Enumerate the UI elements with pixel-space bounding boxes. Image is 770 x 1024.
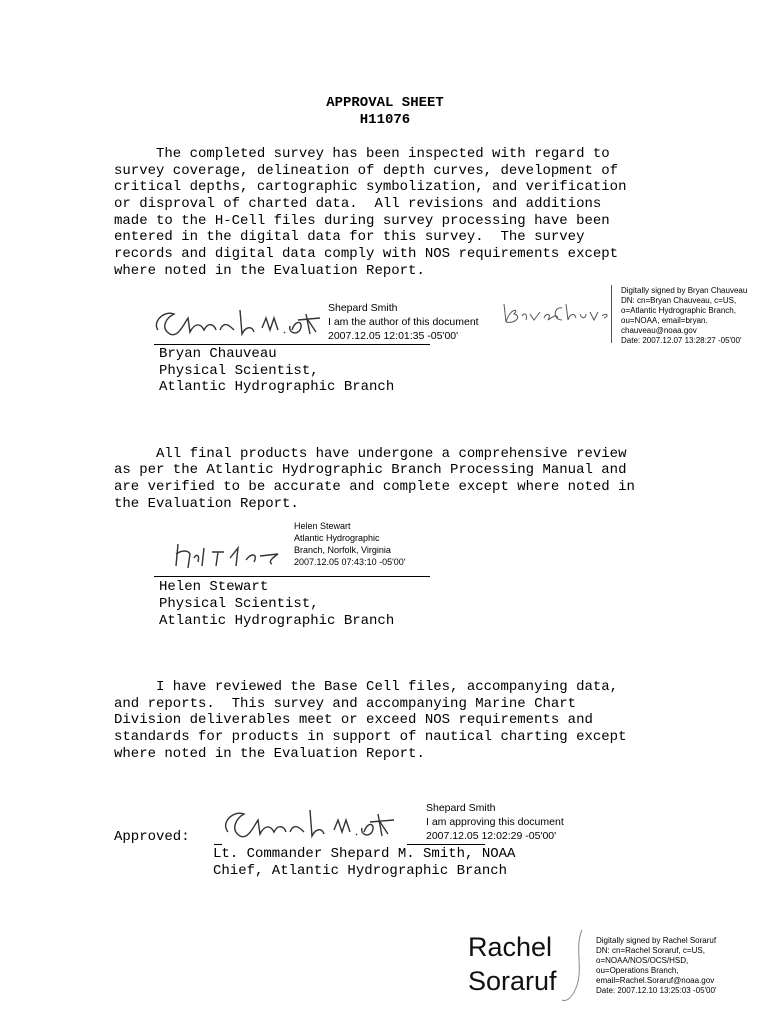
text-line: as per the Atlantic Hydrographic Branch Processing Manual and bbox=[114, 462, 627, 478]
stamp-line: I am approving this document bbox=[426, 816, 564, 828]
text-line: where noted in the Evaluation Report. bbox=[114, 746, 425, 762]
signer-name: Bryan Chauveau bbox=[159, 346, 277, 362]
text-line: I have reviewed the Base Cell files, accompanying data, bbox=[114, 679, 619, 695]
text-line: All final products have undergone a comprehensive review bbox=[114, 446, 627, 462]
stamp-line: 2007.12.05 12:01:35 -05'00' bbox=[328, 330, 459, 342]
text-line: made to the H-Cell files during survey processing have been bbox=[114, 213, 610, 229]
signer-title: Physical Scientist, bbox=[159, 363, 319, 379]
text-line: and reports. This survey and accompanying Marine Chart bbox=[114, 696, 577, 712]
shepard-smith-signature-2 bbox=[218, 800, 388, 846]
stamp-line: Shepard Smith bbox=[426, 802, 496, 814]
text-line: critical depths, cartographic symbolization, and verification bbox=[114, 179, 627, 195]
stamp-name-large: Rachel bbox=[468, 932, 553, 962]
text-line: or disproval of charted data. All revisions and additions bbox=[114, 196, 602, 212]
stamp-line: o=NOAA/NOS/OCS/HSD, bbox=[596, 956, 689, 965]
signature-line bbox=[154, 576, 430, 577]
signer-branch: Atlantic Hydrographic Branch bbox=[159, 613, 395, 629]
stamp-line: ou=Operations Branch, bbox=[596, 966, 679, 975]
helen-stewart-signature bbox=[172, 540, 287, 572]
stamp-line: Helen Stewart bbox=[294, 521, 351, 531]
signature-line bbox=[154, 344, 430, 345]
approver-title: Chief, Atlantic Hydrographic Branch bbox=[213, 863, 508, 879]
text-line: the Evaluation Report. bbox=[114, 496, 299, 512]
signature-line-right bbox=[407, 844, 485, 845]
signature-flourish bbox=[560, 928, 590, 1004]
text-line: The completed survey has been inspected with regard to bbox=[114, 146, 610, 162]
text-line: standards for products in support of nautical charting except bbox=[114, 729, 627, 745]
stamp-line: Date: 2007.12.07 13:28:27 -05'00' bbox=[621, 336, 742, 345]
document-title: APPROVAL SHEET bbox=[326, 95, 444, 111]
stamp-line: 2007.12.05 07:43:10 -05'00' bbox=[294, 557, 406, 567]
stamp-line: Digitally signed by Rachel Soraruf bbox=[596, 936, 717, 945]
stamp-line: o=Atlantic Hydrographic Branch, bbox=[621, 306, 736, 315]
text-line: records and digital data comply with NOS requirements except bbox=[114, 246, 619, 262]
signer-name: Helen Stewart bbox=[159, 579, 269, 595]
stamp-line: Atlantic Hydrographic bbox=[294, 533, 380, 543]
text-line: entered in the digital data for this survey. The survey bbox=[114, 229, 585, 245]
stamp-line: 2007.12.05 12:02:29 -05'00' bbox=[426, 830, 557, 842]
text-line: are verified to be accurate and complete except where noted in bbox=[114, 479, 635, 495]
stamp-line: DN: cn=Rachel Soraruf, c=US, bbox=[596, 946, 705, 955]
stamp-line: chauveau@noaa.gov bbox=[621, 326, 697, 335]
stamp-line: Date: 2007.12.10 13:25:03 -05'00' bbox=[596, 986, 717, 995]
text-line: where noted in the Evaluation Report. bbox=[114, 263, 425, 279]
shepard-smith-signature-1 bbox=[150, 300, 310, 344]
survey-id: H11076 bbox=[359, 112, 411, 128]
stamp-line: email=Rachel.Soraruf@noaa.gov bbox=[596, 976, 715, 985]
stamp-line: Branch, Norfolk, Virginia bbox=[294, 545, 391, 555]
stamp-line: Shepard Smith bbox=[328, 302, 398, 314]
signer-branch: Atlantic Hydrographic Branch bbox=[159, 379, 395, 395]
approver-name: Lt. Commander Shepard M. Smith, NOAA bbox=[213, 846, 516, 862]
stamp-name-large: Soraruf bbox=[468, 966, 557, 996]
bryan-chauveau-signature bbox=[498, 298, 613, 328]
stamp-line: ou=NOAA, email=bryan. bbox=[621, 316, 708, 325]
stamp-line: DN: cn=Bryan Chauveau, c=US, bbox=[621, 296, 737, 305]
text-line: Division deliverables meet or exceed NOS requirements and bbox=[114, 712, 593, 728]
stamp-line: Digitally signed by Bryan Chauveau bbox=[621, 286, 748, 295]
signer-title: Physical Scientist, bbox=[159, 596, 319, 612]
signature-bracket bbox=[611, 285, 612, 343]
text-line: survey coverage, delineation of depth curves, development of bbox=[114, 163, 619, 179]
stamp-line: I am the author of this document bbox=[328, 316, 479, 328]
approved-label: Approved: bbox=[114, 829, 190, 845]
